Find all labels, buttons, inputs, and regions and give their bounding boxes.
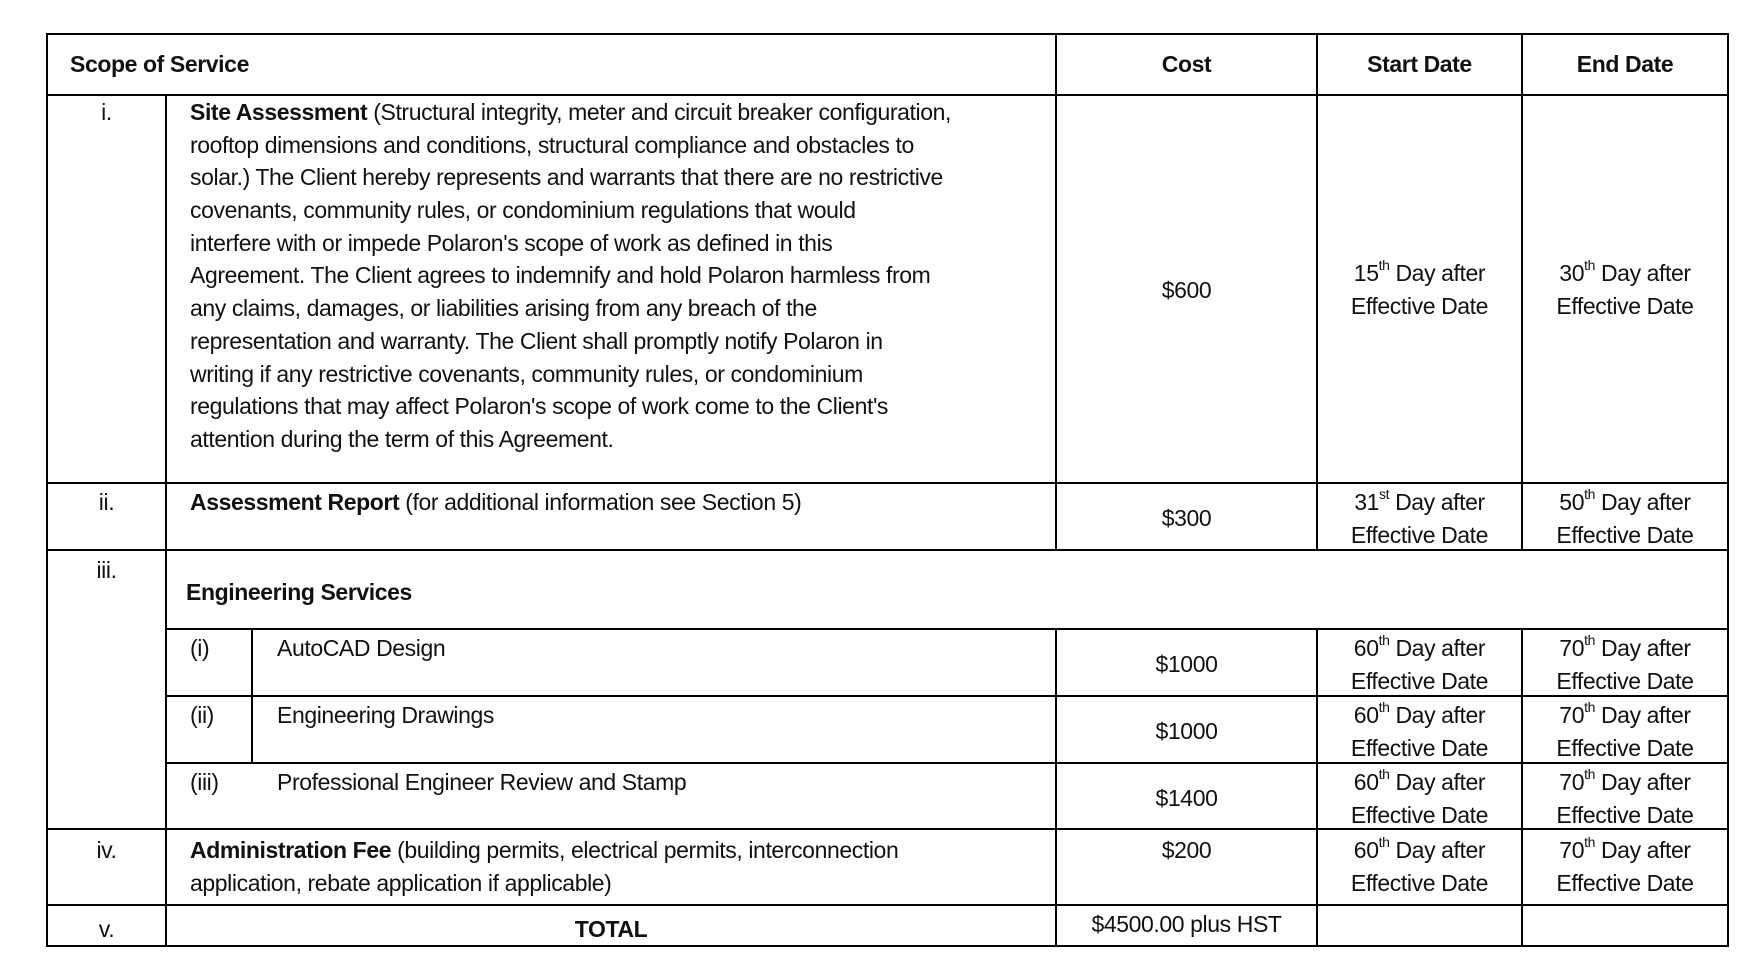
site-assessment-description: Site Assessment (Structural integrity, meter and circuit breaker configuration, rooftop dimensions and conditions, structural compliance and obstacles to solar.) The Client hereby represents and warrants that there are no restrictive covenants, community rules, or condominium regulations that would interfere with or impede Polaron's scope of work as defined in this Agreement. The Client agrees to indemnify and hold Polaron harmless from any claims, damages, or liabilities arising from any breach of the representation and warranty. The Client shall promptly notify Polaron in writing if any restrictive covenants, community rules, or condominium regulations that may affect Polaron's scope of work come to the Client's attention during the term of this Agreement. [190,99,951,452]
subitem-label: Professional Engineer Review and Stamp [277,769,687,795]
engineering-services-title: Engineering Services [186,579,412,605]
row-number: i. [101,99,112,125]
end-date: 50th Day after Effective Date [1556,486,1694,548]
subitem-number: (i) [190,635,210,661]
start-date: 60th Day after Effective Date [1350,766,1489,828]
total-cost: $4500.00 plus HST [1091,911,1282,937]
header-end-date: End Date [1576,51,1674,77]
subitem-number: (ii) [190,702,214,728]
cost-value: $1000 [1155,718,1218,744]
header-cost: Cost [1161,51,1212,77]
end-date: 70th Day after Effective Date [1556,699,1694,761]
end-date: 70th Day after Effective Date [1556,834,1694,896]
row-number: v. [98,916,115,942]
subnumber-column-divider [251,628,253,764]
site-assessment-title: Site Assessment [190,99,368,125]
administration-fee-description: Administration Fee (building permits, electrical permits, interconnection application, rebate application if applicable) [190,837,899,896]
cost-value: $200 [1161,837,1212,863]
table-border-top [46,33,1729,35]
assessment-report-title: Assessment Report [190,489,400,515]
start-date: 60th Day after Effective Date [1350,632,1489,694]
row-number: iii. [96,557,117,583]
start-date: 15th Day after Effective Date [1350,257,1489,319]
end-date: 70th Day after Effective Date [1556,766,1694,828]
header-scope-of-service: Scope of Service [70,51,249,77]
cost-value: $600 [1161,277,1212,303]
number-column-divider [165,94,167,947]
row-number: iv. [96,837,117,863]
cost-value: $1400 [1155,785,1218,811]
start-date: 31st Day after Effective Date [1350,486,1489,548]
cost-value: $300 [1161,505,1212,531]
end-date: 70th Day after Effective Date [1556,632,1694,694]
start-date: 60th Day after Effective Date [1350,834,1489,896]
total-label: TOTAL [574,916,648,942]
cost-value: $1000 [1155,651,1218,677]
row-divider [46,482,1729,484]
table-border-right [1727,33,1729,947]
row-divider [46,904,1729,906]
subitem-label: AutoCAD Design [277,635,446,661]
subitem-label: Engineering Drawings [277,702,495,728]
row-divider [166,628,1729,630]
header-start-date: Start Date [1367,51,1472,77]
assessment-report-description: Assessment Report (for additional information see Section 5) [190,489,802,515]
row-number: ii. [98,489,115,515]
end-date: 30th Day after Effective Date [1556,257,1694,319]
subitem-number: (iii) [190,769,219,795]
start-date: 60th Day after Effective Date [1350,699,1489,761]
administration-fee-title: Administration Fee [190,837,392,863]
